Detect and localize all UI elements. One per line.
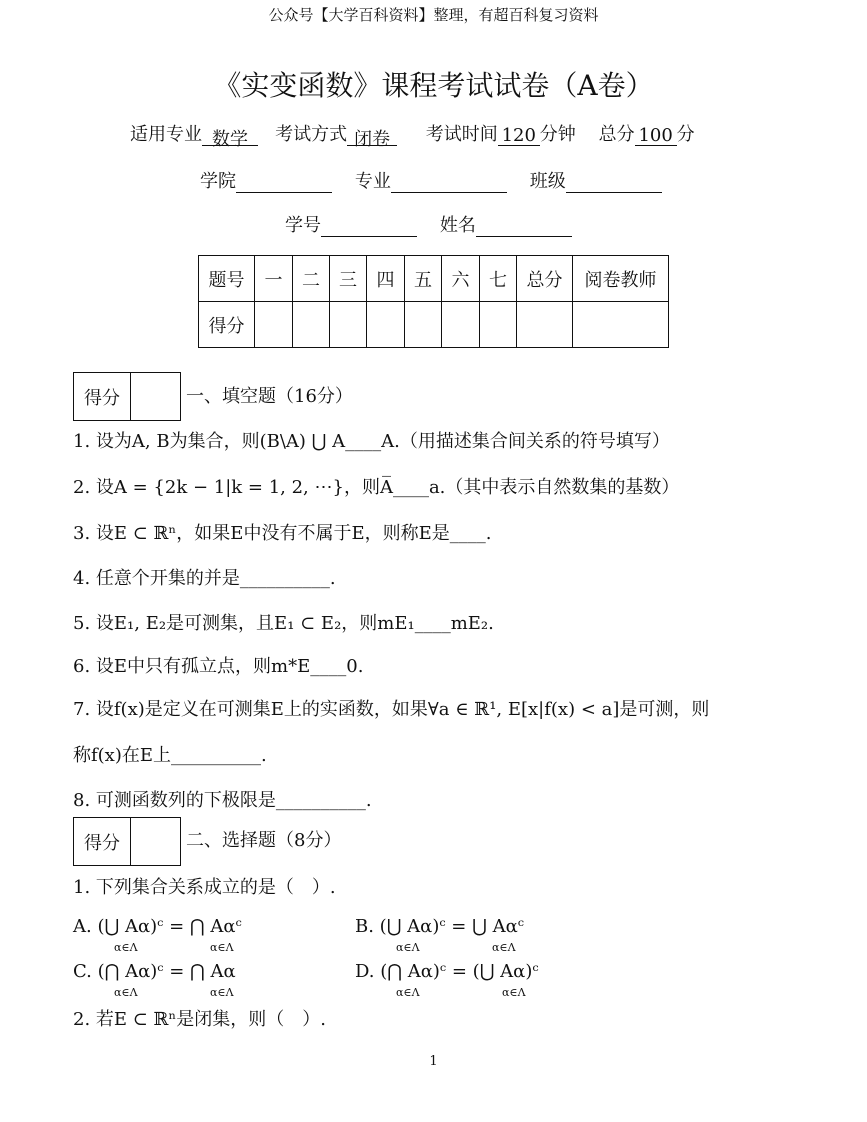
score-cell[interactable] [330,302,367,348]
score-label: 得分 [74,373,131,420]
score-table [198,255,669,348]
score-table-header-row [199,256,669,302]
table-header: 阅卷教师 [573,256,669,302]
option-b: B. (⋃ Aα)ᶜ = ⋃ Aαᶜ [355,916,524,937]
score-cell[interactable] [442,302,480,348]
option-c: C. (⋂ Aα)ᶜ = ⋂ Aα [73,961,236,982]
score-cell[interactable] [517,302,573,348]
index-subscript: α∈Λ [502,986,526,999]
question: 1. 下列集合关系成立的是（ ）. [73,877,336,898]
section1-title: 一、填空题（16分） [186,386,353,407]
section2-title: 二、选择题（8分） [186,830,342,851]
major-value: 数学 [202,125,258,146]
exam-info [130,120,695,150]
method-label: 考试方式 [275,124,348,145]
score-cell[interactable] [405,302,442,348]
specialty-blank[interactable] [391,172,507,193]
option-d: D. (⋂ Aα)ᶜ = (⋃ Aα)ᶜ [355,961,539,982]
method-value: 闭卷 [347,125,397,146]
option-a: A. (⋃ Aα)ᶜ = ⋂ Aαᶜ [73,916,242,937]
class-label: 班级 [529,171,566,192]
question: 7. 设f(x)是定义在可测集E上的实函数，如果∀a ∈ ℝ¹, E[x|f(x) < a]是可测，则 [73,699,710,720]
exam-title: 《实变函数》课程考试试卷（A卷） [213,69,654,102]
table-header: 总分 [517,256,573,302]
name-blank[interactable] [476,216,572,237]
student-fields-1 [200,167,662,193]
page-number: 1 [429,1054,438,1069]
score-cell[interactable] [255,302,293,348]
class-blank[interactable] [566,172,662,193]
score-cell[interactable] [367,302,405,348]
table-header: 六 [442,256,480,302]
index-subscript: α∈Λ [114,941,138,954]
question: 2. 设A = {2k − 1|k = 1, 2, ⋯}，则A̅____a.（其中表示自然数集的基数） [73,477,680,498]
question: 5. 设E₁, E₂是可测集，且E₁ ⊂ E₂，则mE₁____mE₂. [73,613,494,634]
score-label: 得分 [74,818,131,865]
question: 2. 若E ⊂ ℝⁿ是闭集，则（ ）. [73,1009,327,1030]
index-subscript: α∈Λ [210,941,234,954]
score-cell[interactable] [131,373,180,420]
college-blank[interactable] [236,172,332,193]
watermark-header: 公众号【大学百科资料】整理，有超百科复习资料 [268,6,599,24]
name-label: 姓名 [439,215,476,236]
time-value: 120 [498,125,540,146]
specialty-label: 专业 [354,171,391,192]
score-cell[interactable] [293,302,330,348]
table-header: 题号 [199,256,255,302]
time-unit: 分钟 [539,124,576,145]
score-cell[interactable] [480,302,517,348]
row-label: 得分 [199,302,255,348]
table-header: 四 [367,256,405,302]
index-subscript: α∈Λ [396,986,420,999]
question: 6. 设E中只有孤立点，则m*E____0. [73,656,364,677]
college-label: 学院 [200,171,236,192]
table-header: 七 [480,256,517,302]
table-header: 三 [330,256,367,302]
question: 8. 可测函数列的下极限是__________. [73,790,372,811]
score-cell[interactable] [573,302,669,348]
major-label: 适用专业 [130,124,202,145]
time-label: 考试时间 [425,124,498,145]
index-subscript: α∈Λ [396,941,420,954]
table-header: 一 [255,256,293,302]
section1-score-box [73,372,181,421]
score-cell[interactable] [131,818,180,865]
total-value: 100 [635,125,677,146]
index-subscript: α∈Λ [114,986,138,999]
score-table-score-row [199,302,669,348]
question: 3. 设E ⊂ ℝⁿ，如果E中没有不属于E，则称E是____. [73,523,492,544]
index-subscript: α∈Λ [492,941,516,954]
index-subscript: α∈Λ [210,986,234,999]
student-id-label: 学号 [285,215,321,236]
question: 1. 设为A, B为集合，则(B\A) ⋃ A____A.（用描述集合间关系的符号填写） [73,431,670,452]
section2-score-box [73,817,181,866]
question-continued: 称f(x)在E上__________. [73,745,267,766]
table-header: 二 [293,256,330,302]
student-fields-2 [285,211,572,237]
total-label: 总分 [598,124,635,145]
student-id-blank[interactable] [321,216,417,237]
question: 4. 任意个开集的并是__________. [73,568,336,589]
table-header: 五 [405,256,442,302]
total-unit: 分 [676,124,695,145]
